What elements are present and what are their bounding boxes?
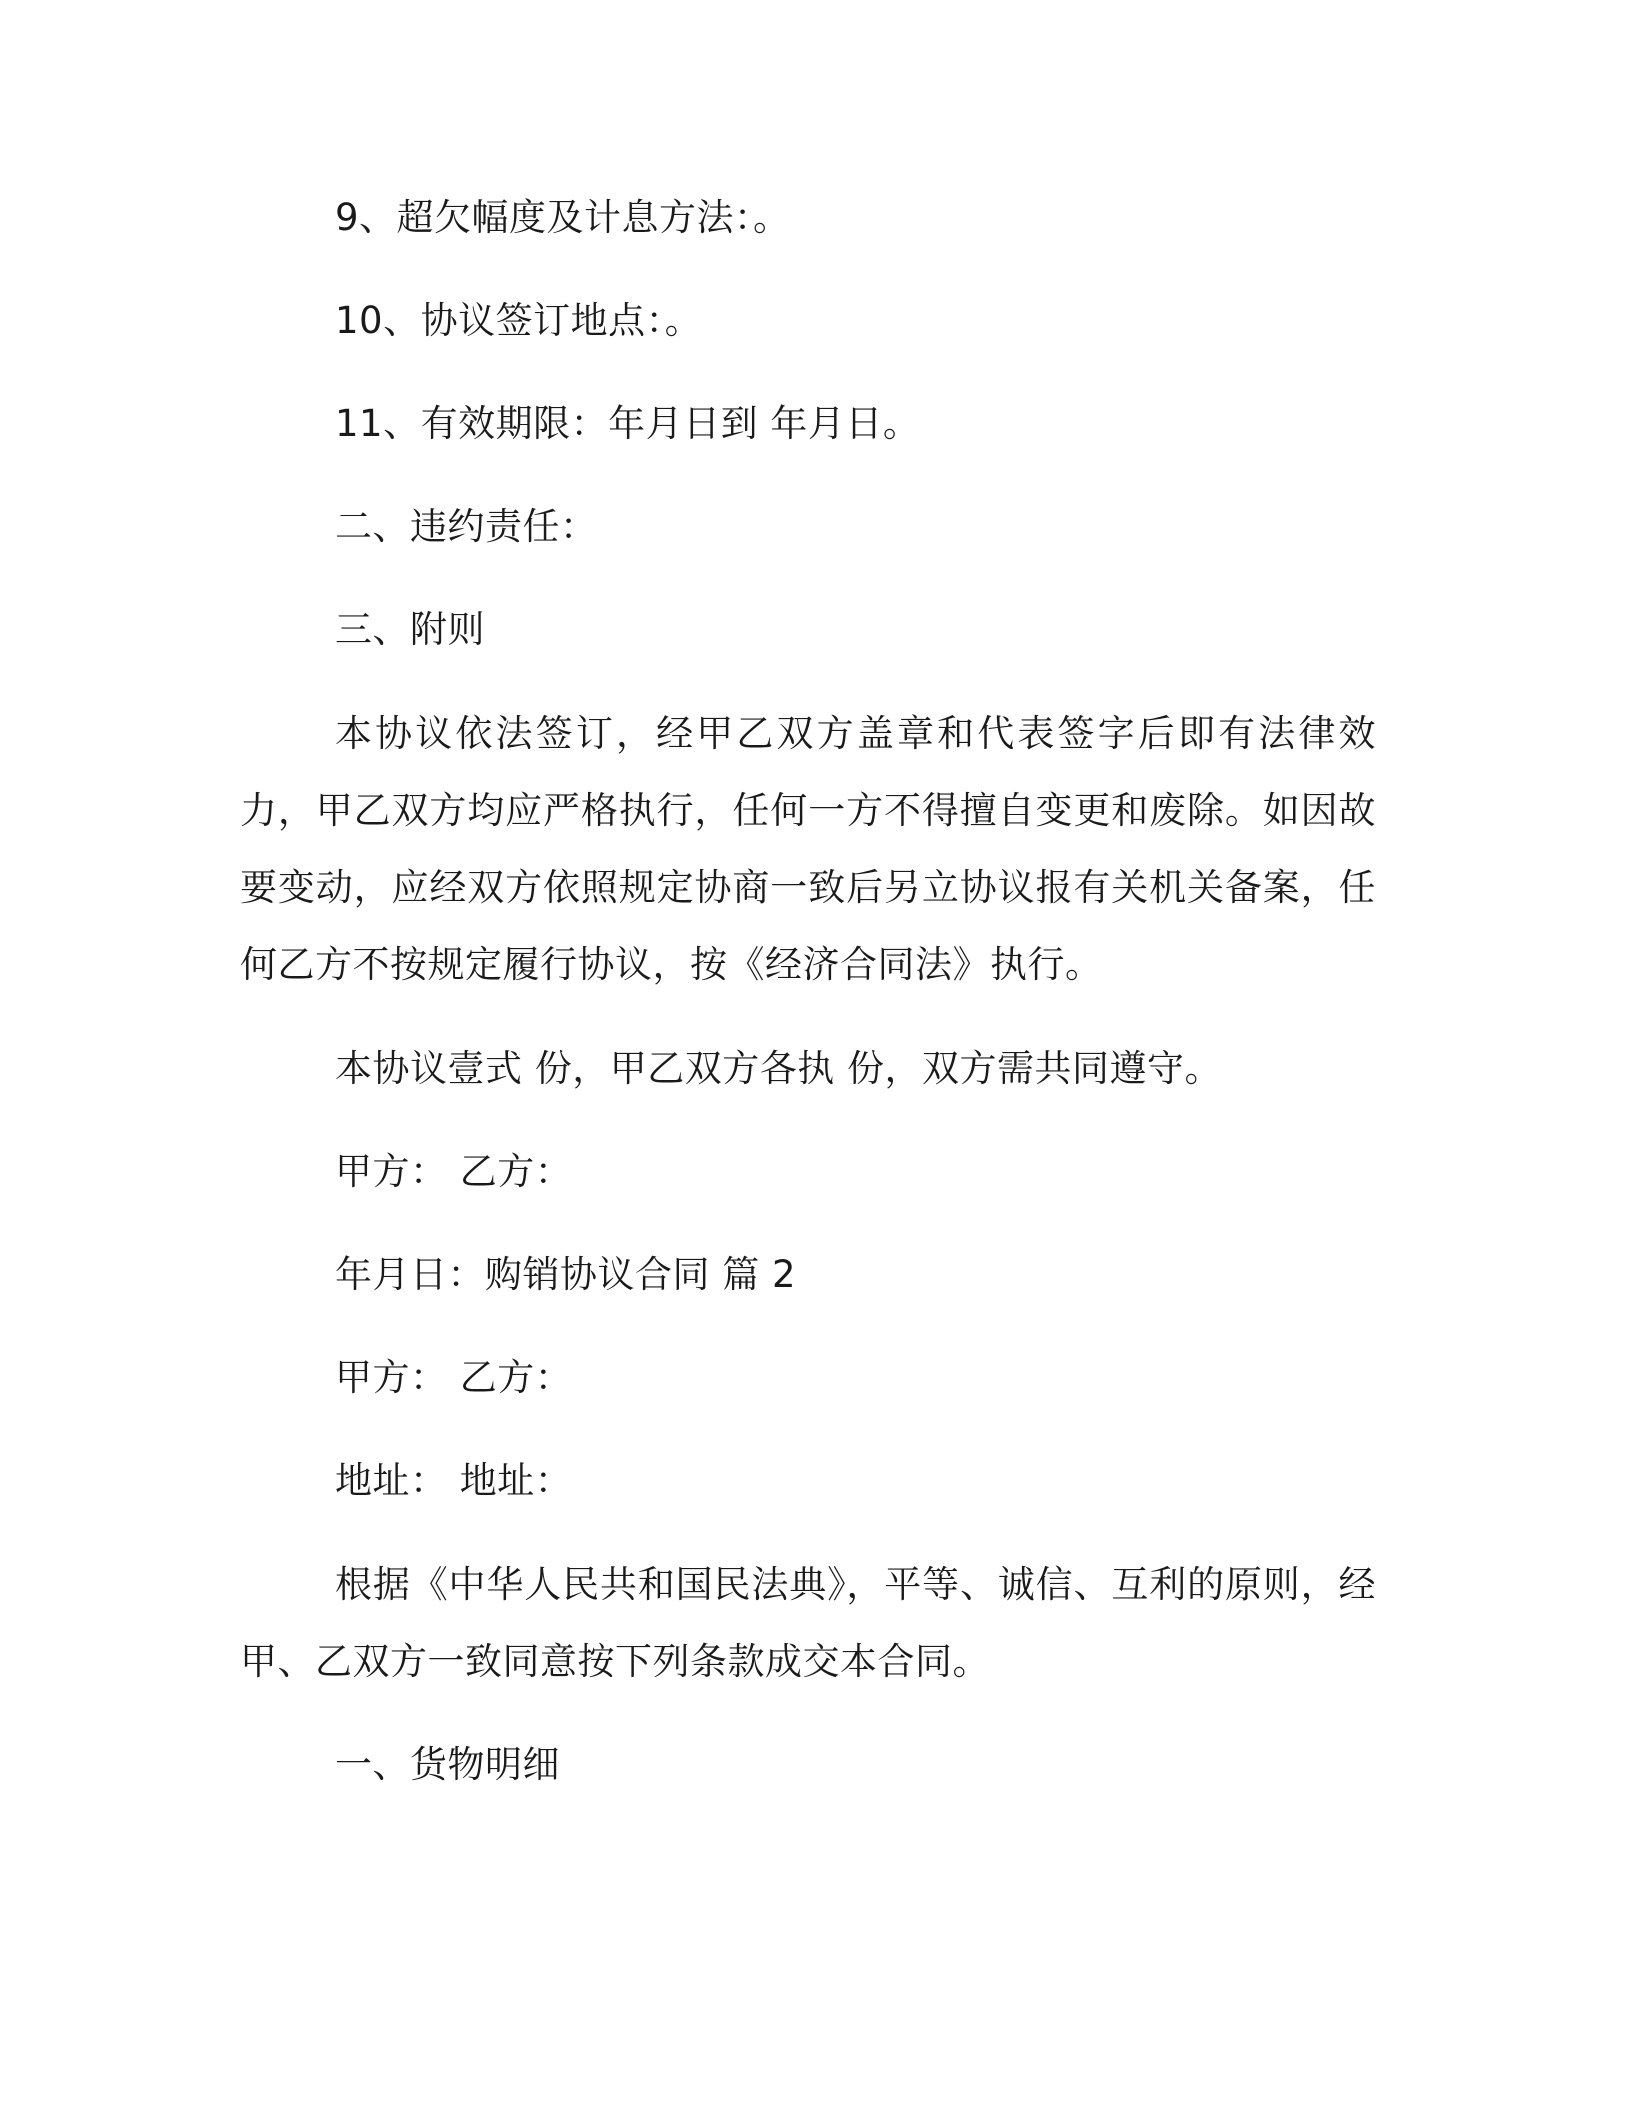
parties-line-2: 甲方： 乙方： xyxy=(335,1356,573,1399)
clause-item-11: 11、有效期限：年月日到 年月日。 xyxy=(335,402,921,445)
contract-basis-paragraph: 根据《中华人民共和国民法典》，平等、诚信、互利的原则，经甲、乙双方一致同意按下列条款成交本合同。 xyxy=(240,1563,1376,1683)
date-and-title-line: 年月日：购销协议合同 篇 2 xyxy=(335,1253,797,1296)
clause-item-9: 9、超欠幅度及计息方法：。 xyxy=(335,196,791,239)
section-appendix-heading: 三、附则 xyxy=(335,608,485,651)
goods-details-heading: 一、货物明细 xyxy=(335,1743,560,1786)
address-line: 地址： 地址： xyxy=(335,1459,573,1502)
clause-item-10: 10、协议签订地点：。 xyxy=(335,299,703,342)
parties-line-1: 甲方： 乙方： xyxy=(335,1150,573,1193)
copies-statement: 本协议壹式 份，甲乙双方各执 份，双方需共同遵守。 xyxy=(335,1047,1223,1090)
section-breach-heading: 二、违约责任： xyxy=(335,505,598,548)
appendix-paragraph: 本协议依法签订，经甲乙双方盖章和代表签字后即有法律效力，甲乙双方均应严格执行，任何一方不得擅自变更和废除。如因故要变动，应经双方依照规定协商一致后另立协议报有关机关备案，任何乙方不按规定履行协议，按《经济合同法》执行。 xyxy=(240,712,1376,986)
